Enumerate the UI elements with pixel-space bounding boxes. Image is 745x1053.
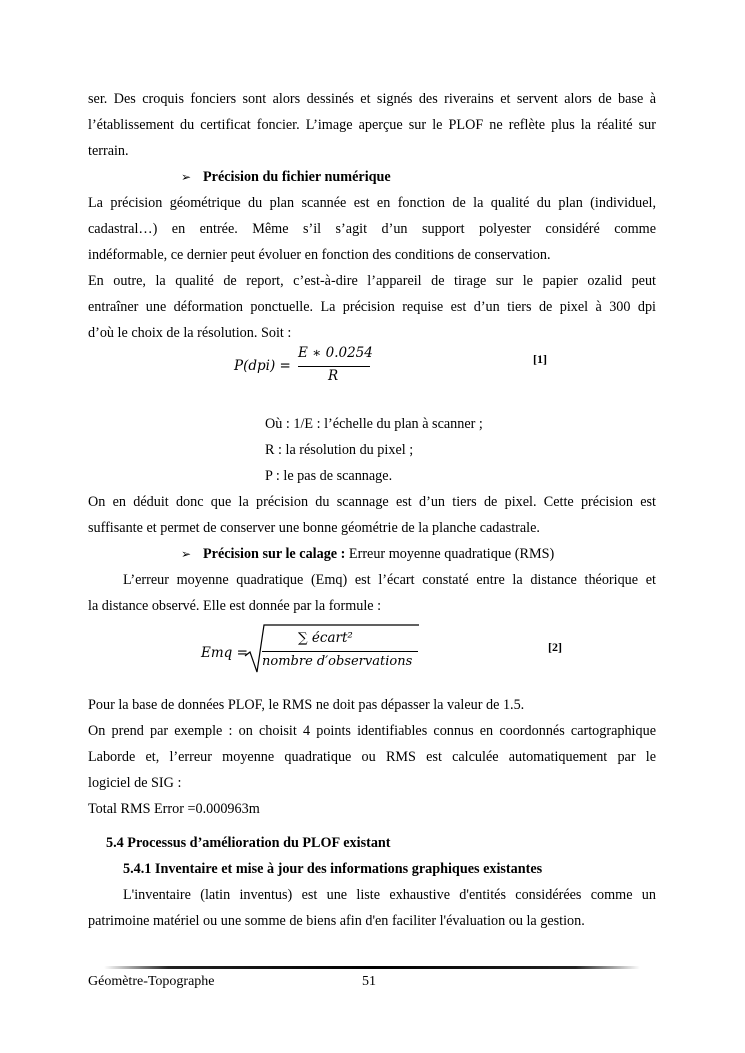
section-5-4-1-line-1: L'inventaire (latin inventus) est une liste exhaustive d'entités considérées comme un	[123, 887, 656, 903]
precision-p2-line-2: entraîner une déformation ponctuelle. La précision requise est d’un tiers de pixel à 300 dpi	[88, 299, 656, 315]
eq2-numerator: ∑ 𝑒́𝑐𝑎𝑟𝑡²	[298, 630, 353, 646]
rms-line-3: Laborde et, l’erreur moyenne quadratique ou RMS est calculée automatiquement par le	[88, 749, 656, 765]
section-5-4-1-line-2: patrimoine matériel ou une somme de biens afin d'en faciliter l'évaluation ou la gestion.	[88, 913, 585, 929]
eq1-number: [1]	[533, 352, 547, 366]
intro-line-3: terrain.	[88, 143, 129, 159]
rms-line-1: Pour la base de données PLOF, le RMS ne doit pas dépasser la valeur de 1.5.	[88, 697, 525, 713]
precision-p2-line-3: d’où le choix de la résolution. Soit :	[88, 325, 292, 341]
legend-line-1: Où : 1/E : l’échelle du plan à scanner ;	[265, 416, 483, 432]
arrow-bullet-icon: ➢	[181, 547, 192, 561]
eq2-denominator: 𝑛𝑜𝑚𝑏𝑟𝑒 𝑑′𝑜𝑏𝑠𝑒𝑟𝑣𝑎𝑡𝑖𝑜𝑛𝑠	[262, 654, 413, 669]
heading-precision-fichier-text: Précision du fichier numérique	[203, 169, 391, 185]
conclusion-line-1: On en déduit donc que la précision du scannage est d’un tiers de pixel. Cette précision est	[88, 494, 656, 510]
rms-line-2: On prend par exemple : on choisit 4 points identifiables connus en coordonnés cartographique	[88, 723, 656, 739]
section-5-4-1-heading: 5.4.1 Inventaire et mise à jour des informations graphiques existantes	[123, 861, 543, 877]
eq2-number: [2]	[548, 640, 562, 654]
legend-line-3: P : le pas de scannage.	[265, 468, 393, 484]
precision-p1-line-3: indéformable, ce dernier peut évoluer en fonction des conditions de conservation.	[88, 247, 551, 263]
rms-line-4: logiciel de SIG :	[88, 775, 182, 791]
footer-title: Géomètre-Topographe	[88, 974, 215, 989]
precision-p1-line-2: cadastral…) en entrée. Même s’il s’agit d’un support polyester considéré comme	[88, 221, 656, 237]
precision-p2-line-1: En outre, la qualité de report, c’est-à-dire l’appareil de tirage sur le papier ozalid peut	[88, 273, 656, 289]
footer-divider	[104, 966, 640, 969]
rms-line-5: Total RMS Error =0.000963m	[88, 801, 260, 817]
eq1-denominator: 𝑅	[328, 368, 339, 384]
precision-p1-line-1: La précision géométrique du plan scannée est en fonction de la qualité du plan (individuel,	[88, 195, 656, 211]
intro-line-2: l’établissement du certificat foncier. L’image aperçue sur le PLOF ne reflète plus la réalité sur	[88, 117, 656, 133]
eq1-fraction-bar	[298, 366, 370, 367]
legend-line-2: R : la résolution du pixel ;	[265, 442, 414, 458]
section-5-4-heading: 5.4 Processus d’amélioration du PLOF existant	[106, 835, 391, 851]
arrow-bullet-icon: ➢	[181, 170, 192, 184]
eq1-lhs: 𝑃(𝑑𝑝𝑖) =	[234, 358, 291, 374]
eq2-fraction-bar	[262, 651, 418, 652]
heading-precision-calage-bold: Précision sur le calage :	[203, 546, 346, 562]
conclusion-line-2: suffisante et permet de conserver une bonne géométrie de la planche cadastrale.	[88, 520, 540, 536]
calage-line-2: la distance observé. Elle est donnée par la formule :	[88, 598, 382, 614]
heading-precision-fichier	[181, 164, 391, 190]
page-number: 51	[362, 974, 376, 989]
heading-precision-calage	[181, 541, 554, 567]
heading-precision-calage-rest: Erreur moyenne quadratique (RMS)	[345, 546, 555, 562]
eq2-lhs: 𝐸𝑚𝑞 =	[201, 645, 248, 661]
eq1-numerator: 𝐸 ∗ 0.0254	[298, 345, 373, 361]
intro-line-1: ser. Des croquis fonciers sont alors dessinés et signés des riverains et servent alors de base à	[88, 91, 656, 107]
calage-line-1: L’erreur moyenne quadratique (Emq) est l’écart constaté entre la distance théorique et	[123, 572, 656, 588]
